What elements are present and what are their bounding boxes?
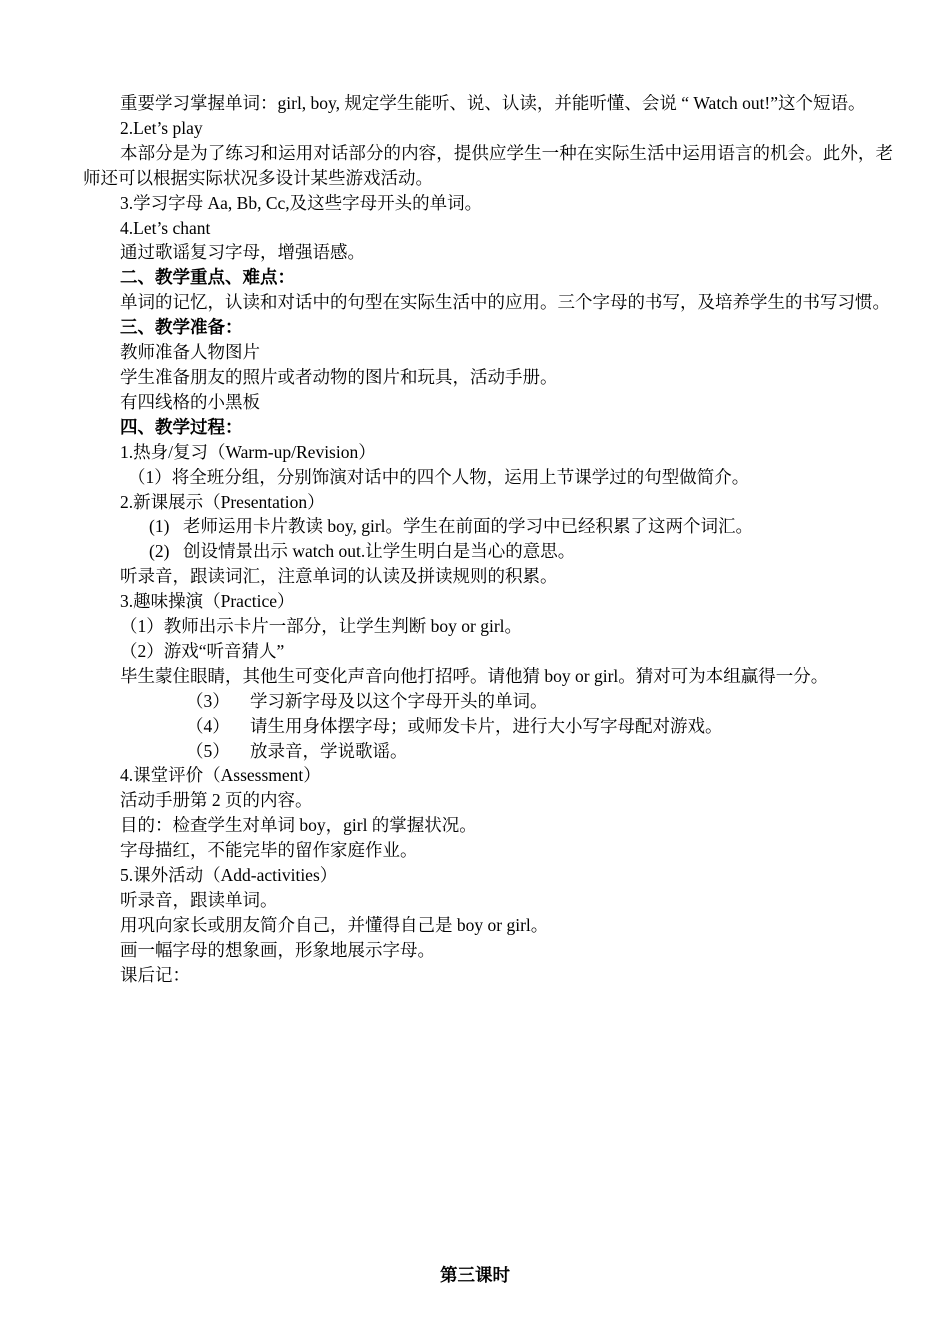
paragraph-lets-play: 本部分是为了练习和运用对话部分的内容，提供应学生一种在实际生活中运用语言的机会。此外，老师还可以根据实际状况多设计某些游戏活动。 [83, 142, 893, 188]
item-number: (1) [149, 516, 170, 537]
assessment-item-2: 目的：检查学生对单词 boy，girl 的掌握状况。 [120, 815, 477, 836]
step-practice: 3.趣味操演（Practice） [120, 591, 295, 612]
step-presentation: 2.新课展示（Presentation） [120, 491, 325, 512]
assessment-item-3: 字母描红，不能完毕的留作家庭作业。 [120, 840, 418, 861]
practice-item-2: （2）游戏“听音猜人” [120, 640, 285, 661]
step-add-activities: 5.课外活动（Add-activities） [120, 865, 338, 886]
assessment-item-1: 活动手册第 2 页的内容。 [120, 790, 313, 811]
paragraph-chant: 通过歌谣复习字母，增强语感。 [120, 242, 365, 263]
practice-item-1: （1）教师出示卡片一部分，让学生判断 boy or girl。 [120, 616, 523, 637]
item-text: 老师运用卡片教读 boy, girl。学生在前面的学习中已经积累了这两个词汇。 [183, 516, 754, 537]
item-text: 放录音，学说歌谣。 [250, 740, 408, 761]
paragraph-key-points: 单词的记忆，认读和对话中的句型在实际生活中的应用。三个字母的书写，及培养学生的书写习惯。 [120, 292, 890, 313]
practice-item-5 [83, 739, 893, 764]
section-heading-key-points: 二、教学重点、难点： [120, 267, 295, 288]
item-text: 学习新字母及以这个字母开头的单词。 [250, 690, 548, 711]
step-warm-up: 1.热身/复习（Warm-up/Revision） [120, 441, 376, 462]
step-warm-up-item: （1）将全班分组，分别饰演对话中的四个人物，运用上节课学过的句型做简介。 [128, 466, 750, 487]
prep-item-2: 学生准备朋友的照片或者动物的图片和玩具，活动手册。 [120, 366, 558, 387]
after-class-notes: 课后记： [120, 964, 190, 985]
presentation-item-1 [83, 514, 893, 539]
presentation-item-2 [83, 539, 893, 564]
activity-item-3: 画一幅字母的想象画，形象地展示字母。 [120, 939, 435, 960]
section-heading-process: 四、教学过程： [120, 416, 243, 437]
prep-item-3: 有四线格的小黑板 [120, 391, 260, 412]
step-assessment: 4.课堂评价（Assessment） [120, 765, 321, 786]
item-number: （5） [186, 740, 230, 761]
prep-item-1: 教师准备人物图片 [120, 342, 260, 363]
heading-lets-chant: 4.Let’s chant [120, 217, 211, 238]
heading-lets-play: 2.Let’s play [120, 117, 203, 138]
activity-item-1: 听录音，跟读单词。 [120, 890, 278, 910]
activity-item-2: 用巩向家长或朋友简介自己，并懂得自己是 boy or girl。 [120, 914, 549, 935]
presentation-note: 听录音，跟读词汇，注意单词的认读及拼读规则的积累。 [120, 566, 558, 587]
document-body [83, 91, 893, 988]
item-letters: 3.学习字母 Aa, Bb, Cc,及这些字母开头的单词。 [120, 192, 483, 213]
paragraph-key-words: 重要学习掌握单词：girl, boy, 规定学生能听、说、认读，并能听懂、会说 “ Watch out!”这个短语。 [120, 93, 866, 113]
practice-item-3 [83, 689, 893, 714]
item-number: （4） [186, 715, 230, 736]
item-number: (2) [149, 541, 170, 562]
item-number: （3） [186, 690, 230, 711]
practice-game-desc: 毕生蒙住眼睛，其他生可变化声音向他打招呼。请他猜 boy or girl。猜对可为本组赢得一分。 [120, 665, 829, 686]
item-text: 创设情景出示 watch out.让学生明白是当心的意思。 [183, 541, 576, 562]
section-heading-preparation: 三、教学准备： [120, 317, 243, 338]
practice-item-4 [83, 714, 893, 739]
lesson-title: 第三课时 [440, 1265, 510, 1285]
item-text: 请生用身体摆字母；或师发卡片，进行大小写字母配对游戏。 [250, 715, 723, 736]
